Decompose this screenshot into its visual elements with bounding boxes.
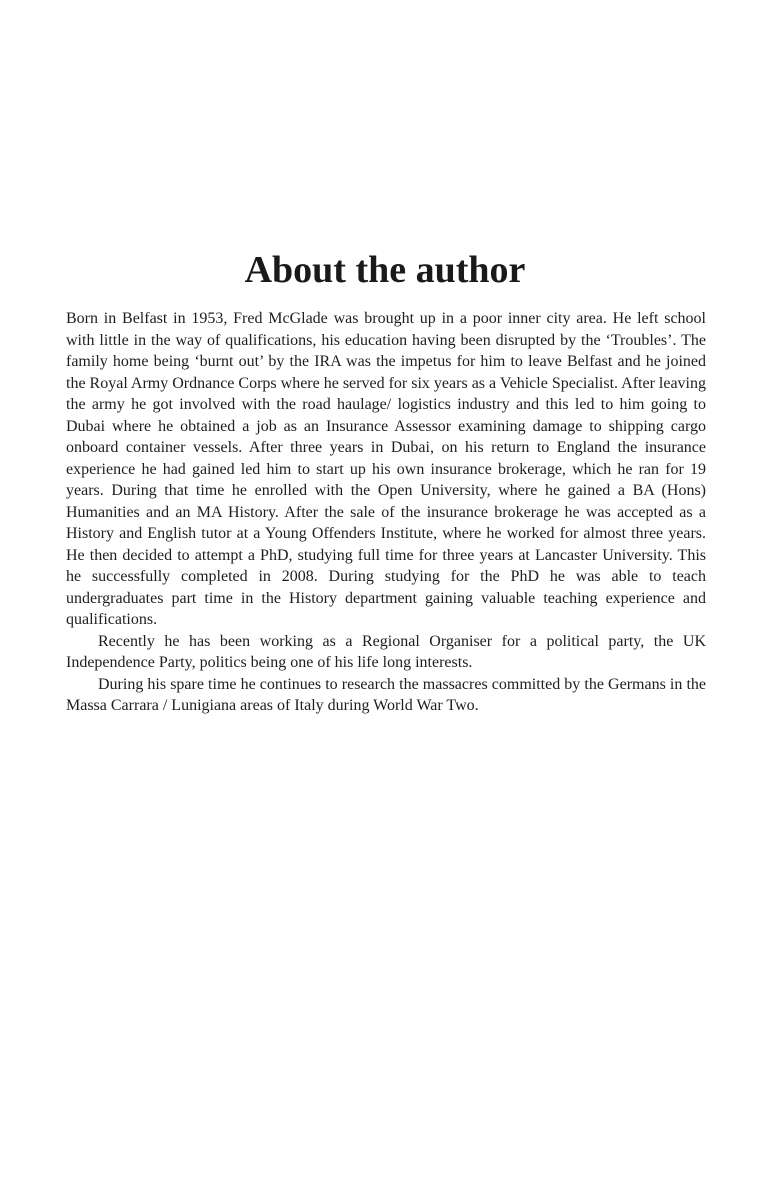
author-bio: [66, 308, 706, 717]
bio-paragraph-1: Born in Belfast in 1953, Fred McGlade was brought up in a poor inner city area. He left school with little in the way of qualifications, his education having been disrupted by the ‘Troubles’. The family home being ‘burnt out’ by the IRA was the impetus for him to leave Belfast and he joined the Royal Army Ordnance Corps where he served for six years as a Vehicle Specialist. After leaving the army he got involved with the road haulage/ logistics industry and this led to him going to Dubai where he obtained a job as an Insurance Assessor examining damage to shipping cargo onboard container vessels. After three years in Dubai, on his return to England the insurance experience he had gained led him to start up his own insurance brokerage, which he ran for 19 years. During that time he enrolled with the Open University, where he gained a BA (Hons) Humanities and an MA History. After the sale of the insurance brokerage he was accepted as a History and English tutor at a Young Offenders Institute, where he worked for almost three years. He then decided to attempt a PhD, studying full time for three years at Lancaster University. This he successfully completed in 2008. During studying for the PhD he was able to teach undergraduates part time in the History department gaining valuable teaching experience and qualifications.: [66, 310, 706, 628]
bio-paragraph-3: During his spare time he continues to research the massacres committed by the Germans in the Massa Carrara / Lunigiana areas of Italy during World War Two.: [66, 675, 706, 714]
page-title: About the author: [244, 249, 526, 291]
bio-paragraph-2: Recently he has been working as a Regional Organiser for a political party, the UK Independence Party, politics being one of his life long interests.: [66, 632, 706, 671]
